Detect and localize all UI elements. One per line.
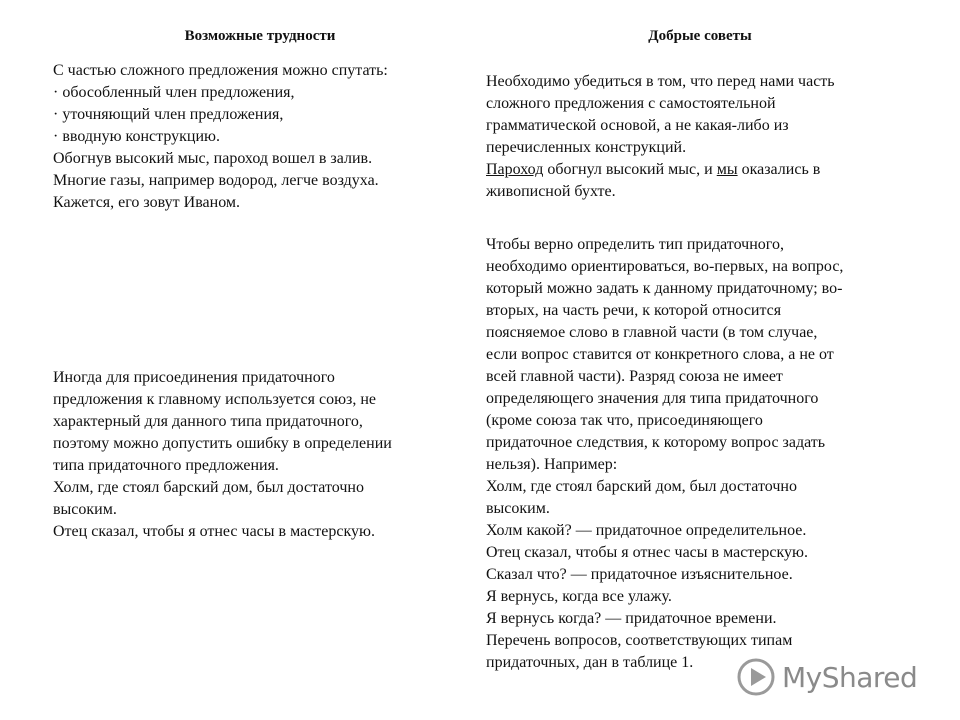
myshared-watermark xyxy=(736,657,917,697)
example-text: оказались в xyxy=(737,161,821,178)
difficulties-block-1 xyxy=(53,60,388,214)
text-line: · вводную конструкцию. xyxy=(53,128,220,145)
header-difficulties: Возможные трудности xyxy=(184,28,336,44)
text-line: · обособленный член предложения, xyxy=(53,84,295,101)
text-line: Перечень вопросов, соответствующих типам xyxy=(486,632,793,649)
text-line: Обогнув высокий мыс, пароход вошел в залив. xyxy=(53,150,373,167)
text-line: поясняемое слово в главной части (в том случае, xyxy=(486,324,818,341)
text-line: Холм, где стоял барский дом, был достаточно xyxy=(53,479,364,496)
text-line: Сказал что? — придаточное изъяснительное. xyxy=(486,566,793,583)
text-line: Холм, где стоял барский дом, был достаточно xyxy=(486,478,797,495)
text-line: если вопрос ставится от конкретного слова, а не от xyxy=(486,346,834,363)
text-line: поэтому можно допустить ошибку в определении xyxy=(53,435,392,452)
text-line: Я вернусь когда? — придаточное времени. xyxy=(486,610,777,627)
text-line: (кроме союза так что, присоединяющего xyxy=(486,412,763,429)
text-line: который можно задать к данному придаточному; во- xyxy=(486,280,843,297)
text-line: живописной бухте. xyxy=(486,183,616,200)
example-sentence-line xyxy=(486,159,835,181)
advice-block-2 xyxy=(486,234,843,674)
text-line: необходимо ориентироваться, во-первых, на вопрос, xyxy=(486,258,844,275)
text-line: сложного предложения с самостоятельной xyxy=(486,95,776,112)
text-line: перечисленных конструкций. xyxy=(486,139,687,156)
text-line: типа придаточного предложения. xyxy=(53,457,279,474)
text-line: Я вернусь, когда все улажу. xyxy=(486,588,672,605)
text-line: С частью сложного предложения можно спутать: xyxy=(53,62,388,79)
text-line: · уточняющий член предложения, xyxy=(53,106,284,123)
text-line: Отец сказал, чтобы я отнес часы в мастерскую. xyxy=(53,523,375,540)
underlined-subject: мы xyxy=(716,161,738,178)
advice-block-1 xyxy=(486,71,835,203)
text-line: вторых, на часть речи, к которой относится xyxy=(486,302,782,319)
text-line: Холм какой? — придаточное определительное. xyxy=(486,522,807,539)
example-text: обогнул высокий мыс, и xyxy=(543,161,717,178)
text-line: Отец сказал, чтобы я отнес часы в мастерскую. xyxy=(486,544,808,561)
text-line: Многие газы, например водород, легче воздуха. xyxy=(53,172,379,189)
text-line: Кажется, его зовут Иваном. xyxy=(53,194,241,211)
text-line: придаточных, дан в таблице 1. xyxy=(486,654,694,671)
text-line: нельзя). Например: xyxy=(486,456,618,473)
text-line: предложения к главному используется союз, не xyxy=(53,391,377,408)
text-line: определяющего значения для типа придаточного xyxy=(486,390,819,407)
text-line: Иногда для присоединения придаточного xyxy=(53,369,335,386)
text-line: грамматической основой, а не какая-либо из xyxy=(486,117,789,134)
header-advice: Добрые советы xyxy=(648,28,752,44)
text-line: придаточное следствия, к которому вопрос задать xyxy=(486,434,826,451)
text-line: Чтобы верно определить тип придаточного, xyxy=(486,236,784,253)
underlined-subject: Пароход xyxy=(486,161,544,178)
myshared-logo-icon xyxy=(736,657,776,697)
text-line: высоким. xyxy=(53,501,117,518)
text-line: Необходимо убедиться в том, что перед нами часть xyxy=(486,73,835,90)
text-line: всей главной части). Разряд союза не имеет xyxy=(486,368,783,385)
watermark-text: MyShared xyxy=(782,660,918,694)
text-line: высоким. xyxy=(486,500,550,517)
text-line: характерный для данного типа придаточного, xyxy=(53,413,363,430)
difficulties-block-2 xyxy=(53,367,392,543)
